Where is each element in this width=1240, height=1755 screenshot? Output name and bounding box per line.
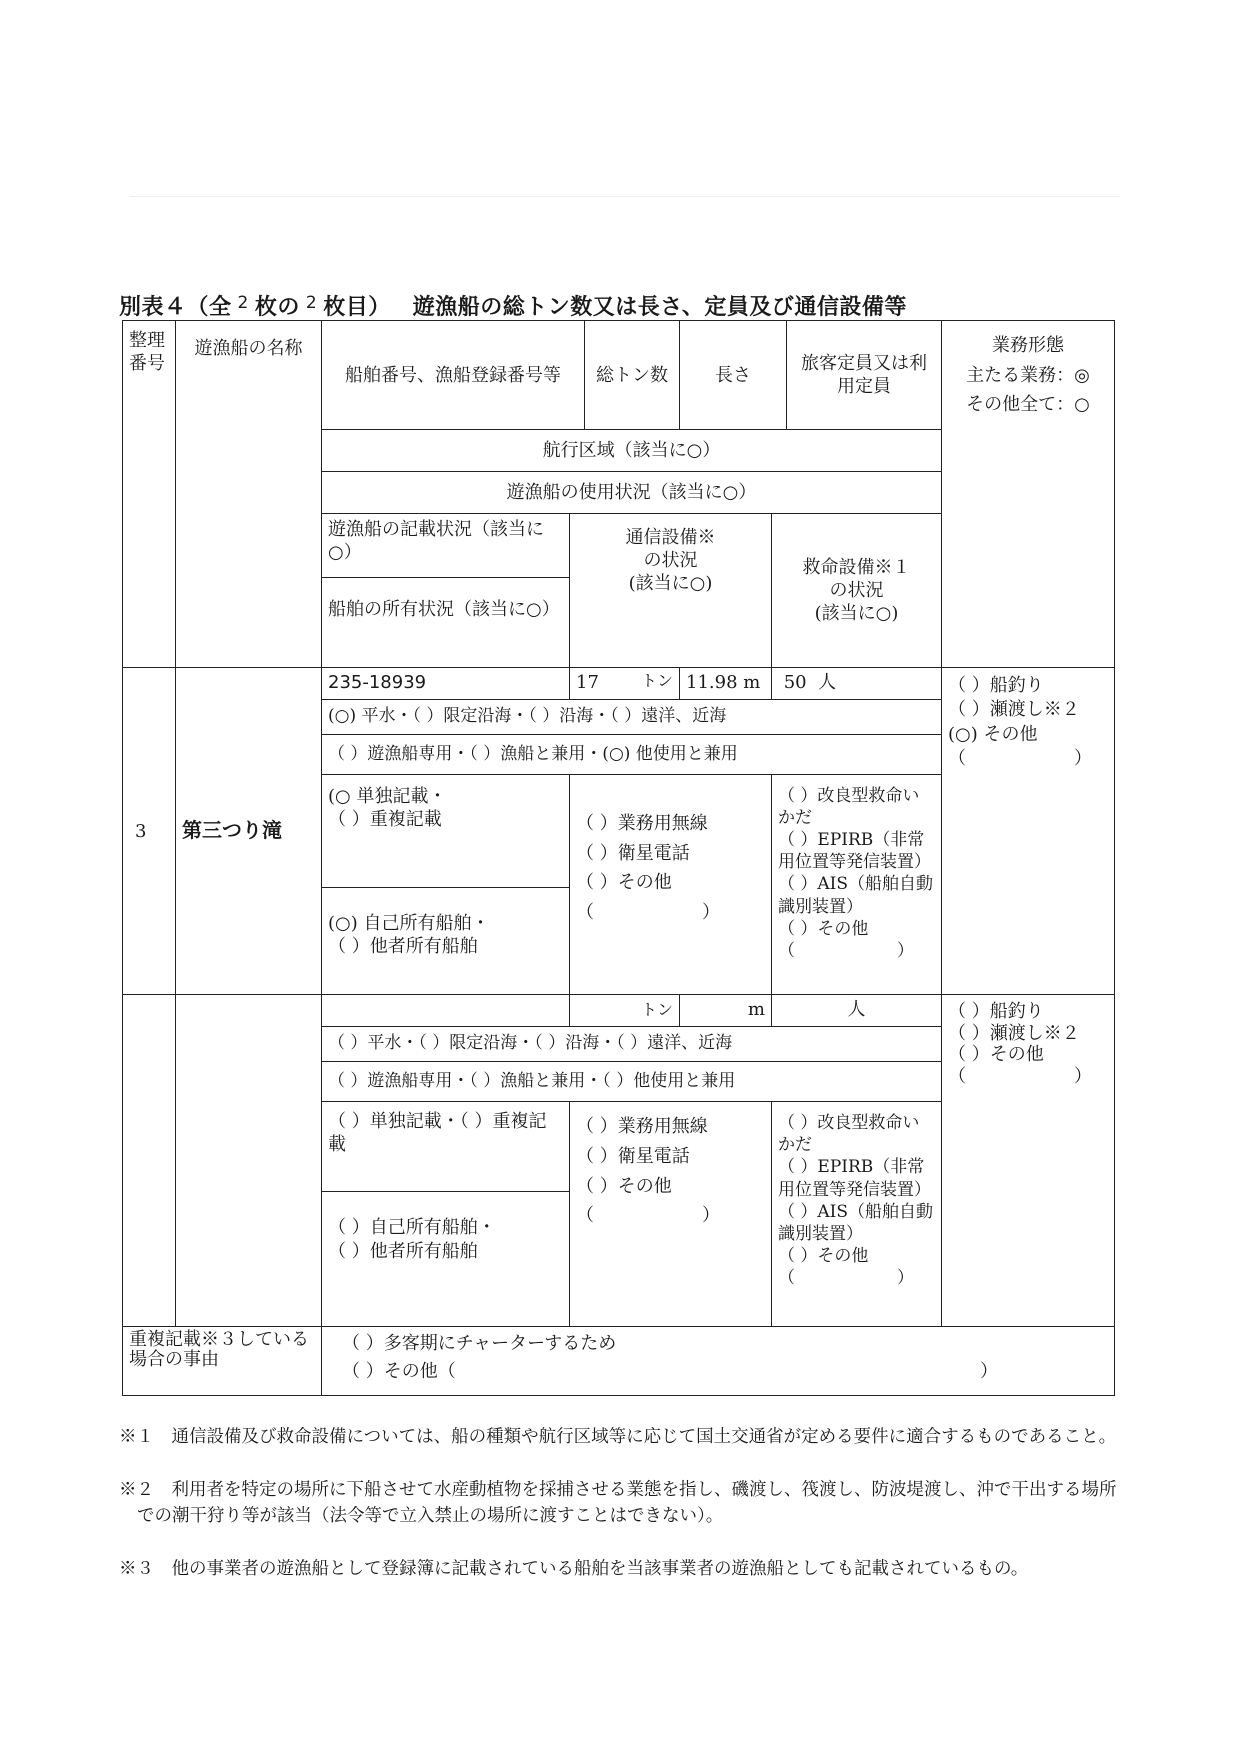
title-suffix: 枚目） [323,295,391,320]
row1-tonnage-cell[interactable] [570,668,680,699]
row2-navigation-area[interactable]: （ ）平水・（ ）限定沿海・（ ）沿海・（ ）遠洋、近海 [322,1026,942,1062]
row2-tonnage-unit: トン [640,1000,673,1020]
header-gross-tonnage: 総トン数 [585,321,680,430]
header-length: 長さ [680,321,787,430]
vessel-table [122,320,1115,1396]
row2-record-status[interactable]: （ ）単独記載・（ ）重複記載 [322,1102,570,1192]
header-record-status: 遊漁船の記載状況（該当に○） [322,514,569,578]
header-seq-no: 整理番号 [123,321,176,668]
footnote-1: ※１ 通信設備及び救命設備については、船の種類や航行区域等に応じて国土交通省が定める要件に適合するものであること。 [119,1427,1117,1448]
header-ownership: 船舶の所有状況（該当に○） [328,598,560,620]
total-sheets: 2 [237,293,249,313]
row2-capacity-unit: 人 [847,999,866,1021]
duplicate-reason-label: 重複記載※３している場合の事由 [123,1326,322,1395]
duplicate-option-other-label: （ ）その他（ [342,1360,456,1382]
row2-comm-equipment[interactable]: （ ）業務用無線 （ ）衛星電話 （ ）その他 （ ） [570,1102,772,1326]
row1-tonnage-unit: トン [640,671,673,691]
current-sheet: 2 [305,293,318,313]
row2-usage-status[interactable]: （ ）遊漁船専用・（ ）漁船と兼用・（ ）他使用と兼用 [322,1062,942,1102]
row1-capacity-cell[interactable] [772,668,942,699]
row1-usage-status[interactable]: （ ）遊漁船専用・（ ）漁船と兼用・(○) 他使用と兼用 [322,735,942,775]
row1-rescue-equipment[interactable]: （ ）改良型救命いかだ （ ）EPIRB（非常用位置等発信装置） （ ）AIS（船舶自動識別装置） （ ）その他 （ ） [772,775,942,995]
header-rescue-equipment: 救命設備※１ の状況 (該当に○) [772,513,942,667]
row2-length-cell[interactable] [680,995,772,1026]
header-usage-status: 遊漁船の使用状況（該当に○） [322,472,942,514]
row2-capacity-cell[interactable] [772,995,942,1026]
form-title [119,290,1129,321]
title-mid: 枚の [254,295,300,320]
top-rule [130,196,1120,197]
row1-record-status[interactable]: (○ 単独記載・ （ ）重複記載 [322,775,570,888]
duplicate-reason-options [322,1326,1115,1395]
row2-business[interactable]: （ ）船釣り （ ）瀬渡し※２ （ ）その他 （ ） [942,995,1115,1326]
row1-capacity: 50 [783,672,807,694]
row2-seq[interactable] [123,995,176,1326]
row1-length-unit: m [743,672,761,694]
header-capacity: 旅客定員又は利用定員 [787,321,942,430]
header-vessel-name: 遊漁船の名称 [176,321,322,668]
title-prefix: 別表４（全 [119,295,232,320]
header-business: 業務形態 主たる業務：◎ その他全て：○ [942,321,1115,668]
footnote-3: ※３ 他の事業者の遊漁船として登録簿に記載されている船舶を当該事業者の遊漁船としても記載されているもの。 [119,1558,1029,1579]
row1-tonnage: 17 [576,672,599,694]
header-comm-equipment: 通信設備※ の状況 (該当に○) [570,513,772,667]
row1-seq[interactable]: 3 [123,668,176,995]
duplicate-option-charter[interactable]: （ ）多客期にチャーターするため [342,1332,617,1354]
row2-rescue-equipment[interactable]: （ ）改良型救命いかだ （ ）EPIRB（非常用位置等発信装置） （ ）AIS（船舶自動識別装置） （ ）その他 （ ） [772,1102,942,1326]
row1-comm-equipment[interactable]: （ ）業務用無線 （ ）衛星電話 （ ）その他 （ ） [570,775,772,995]
header-reg-no: 船舶番号、漁船登録番号等 [322,321,585,430]
row1-business[interactable]: （ ）船釣り （ ）瀬渡し※２ (○) その他 （ ） [942,668,1115,995]
row1-length-cell[interactable] [680,668,772,699]
row2-length-unit: m [747,999,765,1021]
header-navigation-area: 航行区域（該当に○） [322,430,942,472]
row1-capacity-unit: 人 [818,672,837,694]
row2-tonnage-cell[interactable] [570,995,680,1026]
row2-reg-no[interactable] [322,995,570,1026]
row1-navigation-area[interactable]: (○) 平水・（ ）限定沿海・（ ）沿海・（ ）遠洋、近海 [322,699,942,735]
footnote-2: ※２ 利用者を特定の場所に下船させて水産動植物を採捕させる業態を指し、磯渡し、筏渡し、防波堤渡し、沖で干出する場所での潮干狩り等が該当（法令等で立入禁止の場所に渡すことはできない）。 [119,1479,1117,1526]
row2-ownership[interactable]: （ ）自己所有船舶・ （ ）他者所有船舶 [322,1192,570,1326]
header-record-ownership-cell [322,513,570,667]
row1-vessel-name[interactable]: 第三つり滝 [176,668,322,995]
row1-reg-no[interactable]: 235-18939 [322,668,570,699]
row2-vessel-name[interactable] [176,995,322,1326]
row1-ownership[interactable]: (○) 自己所有船舶・ （ ）他者所有船舶 [322,888,570,995]
footnotes [119,1398,1119,1608]
row1-length: 11.98 [686,672,738,694]
title-subject: 遊漁船の総トン数又は長さ、定員及び通信設備等 [412,295,907,320]
duplicate-option-other[interactable] [342,1358,1108,1386]
duplicate-option-other-close: ） [980,1360,998,1382]
